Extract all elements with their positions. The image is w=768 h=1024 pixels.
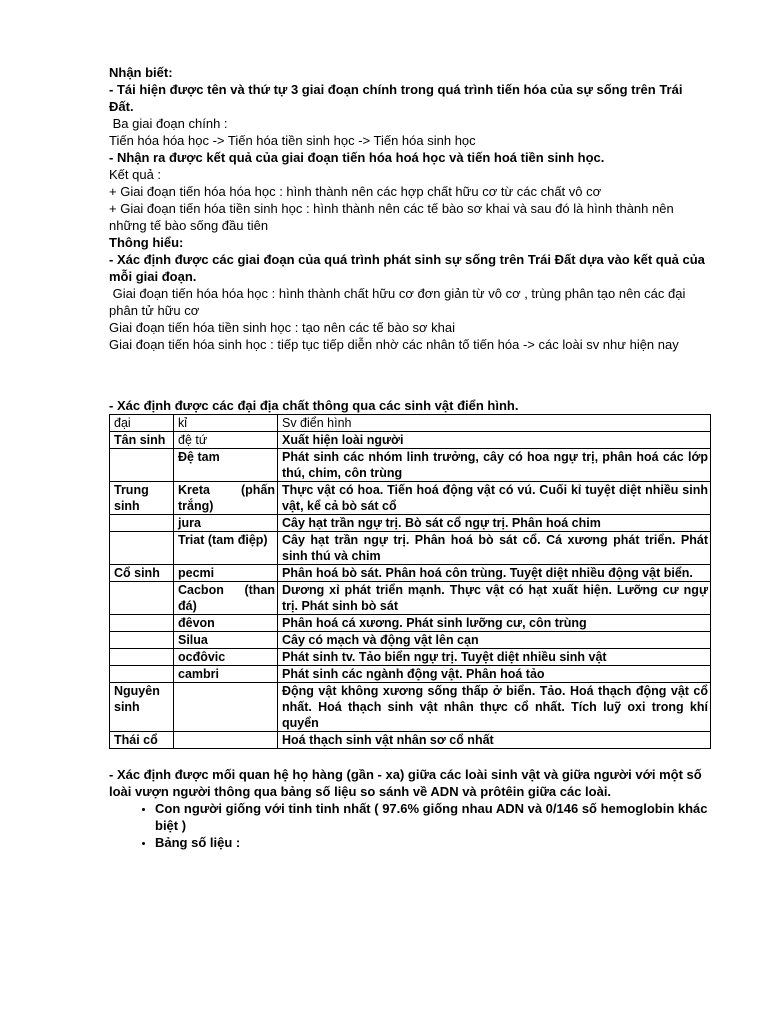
- table-row: [110, 582, 711, 615]
- heading-thong-hieu: Thông hiểu:: [109, 235, 184, 250]
- cell-dai: Cổ sinh: [110, 565, 174, 582]
- cell-ki: đệ tứ: [174, 432, 278, 449]
- cell-sv: Phân hoá bò sát. Phân hoá côn trùng. Tuyệt diệt nhiều động vật biển.: [278, 565, 711, 582]
- cell-ki: Cacbon (than đá): [174, 582, 278, 615]
- paragraph: + Giai đoạn tiến hóa hóa học : hình thành nên các hợp chất hữu cơ từ các chất vô cơ: [109, 184, 602, 199]
- column-header-sv: Sv điển hình: [278, 415, 711, 432]
- cell-dai: [110, 515, 174, 532]
- table-body: [110, 432, 711, 749]
- cell-sv: Hoá thạch sinh vật nhân sơ cổ nhất: [278, 732, 711, 749]
- cell-sv: Xuất hiện loài người: [278, 432, 711, 449]
- cell-sv: Cây hạt trần ngự trị. Bò sát cổ ngự trị. Phân hoá chim: [278, 515, 711, 532]
- paragraph: Giai đoạn tiến hóa hóa học : hình thành chất hữu cơ đơn giản từ vô cơ , trùng phân tạo nên các đại phân tử hữu cơ: [109, 286, 689, 318]
- cell-dai: Tân sinh: [110, 432, 174, 449]
- bullet-list: [109, 800, 709, 851]
- cell-sv: Động vật không xương sống thấp ở biển. Tảo. Hoá thạch động vật cổ nhất. Hoá thạch sinh vật nhân thực cổ nhất. Tích luỹ oxi trong khí quyển: [278, 683, 711, 732]
- table-row: [110, 666, 711, 683]
- table-heading: - Xác định được các đại địa chất thông qua các sinh vật điển hình.: [109, 398, 519, 413]
- cell-ki: cambri: [174, 666, 278, 683]
- cell-ki: pecmi: [174, 565, 278, 582]
- paragraph: - Tái hiện được tên và thứ tự 3 giai đoạn chính trong quá trình tiến hóa của sự sống trên Trái Đất.: [109, 82, 683, 114]
- cell-dai: [110, 615, 174, 632]
- table-row: [110, 683, 711, 732]
- paragraph: + Giai đoạn tiến hóa tiền sinh học : hình thành nên các tế bào sơ khai và sau đó là hình thành nên những tế bào sống đầu tiên: [109, 201, 674, 233]
- table-row: [110, 432, 711, 449]
- cell-ki: Đệ tam: [174, 449, 278, 482]
- paragraph: - Xác định được mối quan hệ họ hàng (gần - xa) giữa các loài sinh vật và giữa người với một số loài vượn người thông qua bảng số liệu so sánh về ADN và prôtêin giữa các loài.: [109, 767, 702, 799]
- table-header-row: [110, 415, 711, 432]
- cell-dai: [110, 582, 174, 615]
- cell-sv: Cây có mạch và động vật lên cạn: [278, 632, 711, 649]
- cell-ki: [174, 683, 278, 732]
- cell-ki: đêvon: [174, 615, 278, 632]
- paragraph: Tiến hóa hóa học -> Tiến hóa tiền sinh học -> Tiến hóa sinh học: [109, 133, 476, 148]
- table-row: [110, 649, 711, 666]
- cell-sv: Phát sinh các ngành động vật. Phân hoá tảo: [278, 666, 711, 683]
- cell-ki: [174, 732, 278, 749]
- cell-dai: [110, 449, 174, 482]
- paragraph: - Xác định được các giai đoạn của quá trình phát sinh sự sống trên Trái Đất dựa vào kết quả của mỗi giai đoạn.: [109, 252, 705, 284]
- column-header-ki: kỉ: [174, 415, 278, 432]
- table-row: [110, 565, 711, 582]
- table-row: [110, 615, 711, 632]
- cell-dai: [110, 649, 174, 666]
- column-header-dai: đại: [110, 415, 174, 432]
- geologic-era-table: [109, 414, 711, 749]
- cell-ki: ocđôvic: [174, 649, 278, 666]
- table-row: [110, 449, 711, 482]
- table-row: [110, 515, 711, 532]
- cell-dai: [110, 666, 174, 683]
- cell-dai: [110, 532, 174, 565]
- cell-ki: Silua: [174, 632, 278, 649]
- table-row: [110, 732, 711, 749]
- cell-sv: Dương xỉ phát triển mạnh. Thực vật có hạt xuất hiện. Lưỡng cư ngự trị. Phát sinh bò sát: [278, 582, 711, 615]
- list-item: • Con người giống với tinh tinh nhất ( 97.6% giống nhau ADN và 0/146 số hemoglobin khác biệt ): [155, 800, 709, 834]
- table-row: [110, 632, 711, 649]
- cell-ki: jura: [174, 515, 278, 532]
- cell-dai: [110, 632, 174, 649]
- cell-sv: Thực vật có hoa. Tiến hoá động vật có vú. Cuối kỉ tuyệt diệt nhiều sinh vật, kể cả bò sát cổ: [278, 482, 711, 515]
- list-item: • Bảng số liệu :: [155, 834, 709, 851]
- cell-sv: Phát sinh các nhóm linh trưởng, cây có hoa ngự trị, phân hoá các lớp thú, chim, côn trùng: [278, 449, 711, 482]
- heading-nhan-biet: Nhận biết:: [109, 65, 173, 80]
- cell-sv: Cây hạt trần ngự trị. Phân hoá bò sát cổ. Cá xương phát triển. Phát sinh thú và chim: [278, 532, 711, 565]
- cell-dai: Nguyên sinh: [110, 683, 174, 732]
- cell-sv: Phân hoá cá xương. Phát sinh lưỡng cư, côn trùng: [278, 615, 711, 632]
- paragraph: Giai đoạn tiến hóa sinh học : tiếp tục tiếp diễn nhờ các nhân tố tiến hóa -> các loài sv như hiện nay: [109, 337, 679, 352]
- paragraph: Giai đoạn tiến hóa tiền sinh học : tạo nên các tế bào sơ khai: [109, 320, 456, 335]
- cell-dai: Thái cổ: [110, 732, 174, 749]
- table-row: [110, 482, 711, 515]
- document-page: [109, 64, 709, 851]
- cell-dai: Trung sinh: [110, 482, 174, 515]
- cell-ki: Kreta (phấn trắng): [174, 482, 278, 515]
- cell-sv: Phát sinh tv. Tảo biển ngự trị. Tuyệt diệt nhiều sinh vật: [278, 649, 711, 666]
- table-row: [110, 532, 711, 565]
- paragraph: Kết quả :: [109, 167, 162, 182]
- cell-ki: Triat (tam điệp): [174, 532, 278, 565]
- paragraph: Ba giai đoạn chính :: [109, 116, 228, 131]
- paragraph: - Nhận ra được kết quả của giai đoạn tiến hóa hoá học và tiến hoá tiền sinh học.: [109, 150, 605, 165]
